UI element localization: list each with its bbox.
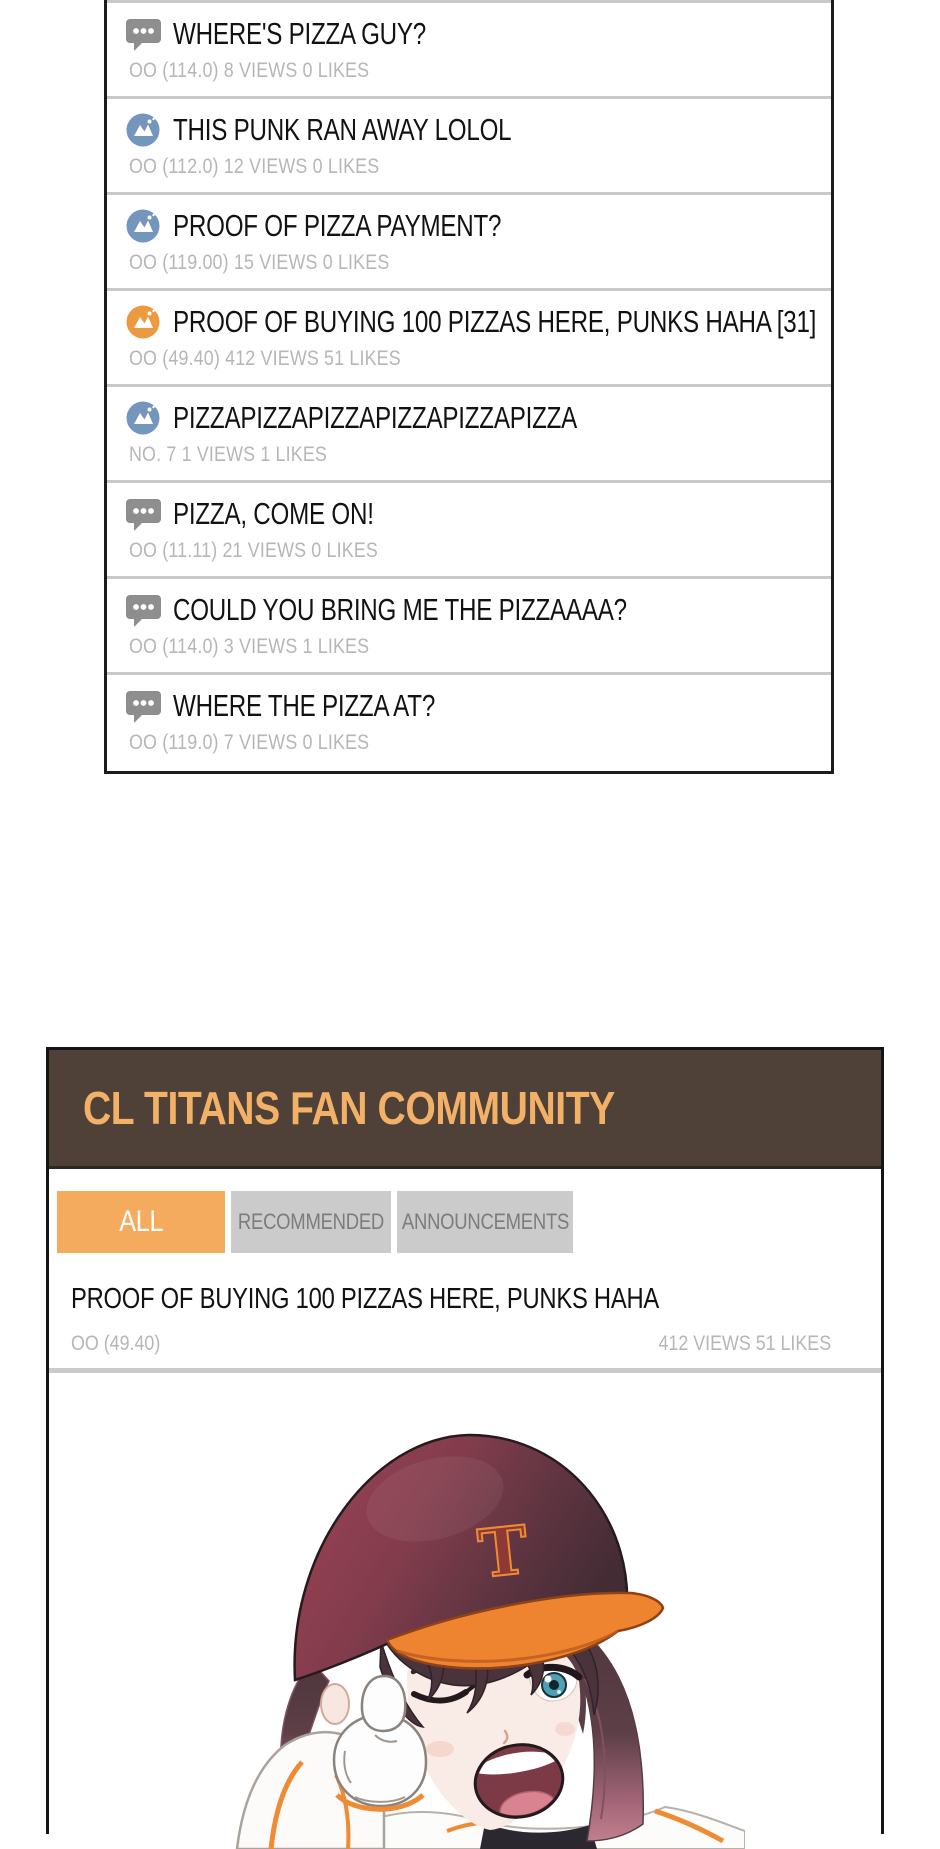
post-meta: OO (119.00) 15 VIEWS 0 LIKES (129, 251, 390, 274)
speech-bubble-icon (125, 592, 163, 628)
image-icon (125, 112, 163, 148)
post-title: PROOF OF BUYING 100 PIZZAS HERE, PUNKS HAHA [31] (173, 304, 817, 339)
post-title: COULD YOU BRING ME THE PIZZAAAA? (173, 592, 627, 627)
post-list-item[interactable] (107, 96, 831, 192)
helmet-letter: T (474, 1510, 532, 1594)
post-list-panel (104, 0, 834, 774)
post-list-item[interactable] (107, 0, 831, 96)
tab-announcements[interactable]: ANNOUNCEMENTS (397, 1191, 573, 1253)
post-title: WHERE THE PIZZA AT? (173, 688, 436, 723)
detail-stats: 412 VIEWS 51 LIKES (658, 1332, 831, 1355)
post-title: THIS PUNK RAN AWAY LOLOL (173, 112, 512, 147)
post-list-item[interactable] (107, 288, 831, 384)
community-panel (46, 1047, 884, 1834)
divider (49, 1368, 881, 1373)
post-list-item[interactable] (107, 384, 831, 480)
detail-post-title: PROOF OF BUYING 100 PIZZAS HERE, PUNKS HAHA (71, 1283, 660, 1315)
post-meta: OO (114.0) 8 VIEWS 0 LIKES (129, 59, 370, 82)
image-icon (125, 400, 163, 436)
post-list-item[interactable] (107, 672, 831, 768)
post-meta: OO (11.11) 21 VIEWS 0 LIKES (129, 539, 378, 562)
post-meta: NO. 7 1 VIEWS 1 LIKES (129, 443, 328, 466)
tab-all[interactable]: ALL (57, 1191, 225, 1253)
speech-bubble-icon (125, 688, 163, 724)
post-list-item[interactable] (107, 576, 831, 672)
post-title: PROOF OF PIZZA PAYMENT? (173, 208, 502, 243)
post-meta: OO (119.0) 7 VIEWS 0 LIKES (129, 731, 370, 754)
post-title: WHERE'S PIZZA GUY? (173, 16, 427, 51)
tab-bar (57, 1191, 881, 1253)
image-icon (125, 304, 163, 340)
post-title: PIZZA, COME ON! (173, 496, 374, 531)
post-meta: OO (112.0) 12 VIEWS 0 LIKES (129, 155, 380, 178)
post-list-item[interactable] (107, 192, 831, 288)
post-title: PIZZAPIZZAPIZZAPIZZAPIZZAPIZZA (173, 400, 578, 435)
tab-recommended[interactable]: RECOMMENDED (231, 1191, 391, 1253)
speech-bubble-icon (125, 496, 163, 532)
speech-bubble-icon (125, 16, 163, 52)
post-list-item[interactable] (107, 480, 831, 576)
community-header (49, 1050, 881, 1169)
fan-post-image (185, 1379, 745, 1849)
image-icon (125, 208, 163, 244)
community-title: CL TITANS FAN COMMUNITY (83, 1082, 615, 1134)
detail-byline (49, 1332, 881, 1356)
detail-author: OO (49.40) (71, 1332, 161, 1355)
post-meta: OO (49.40) 412 VIEWS 51 LIKES (129, 347, 401, 370)
post-meta: OO (114.0) 3 VIEWS 1 LIKES (129, 635, 370, 658)
